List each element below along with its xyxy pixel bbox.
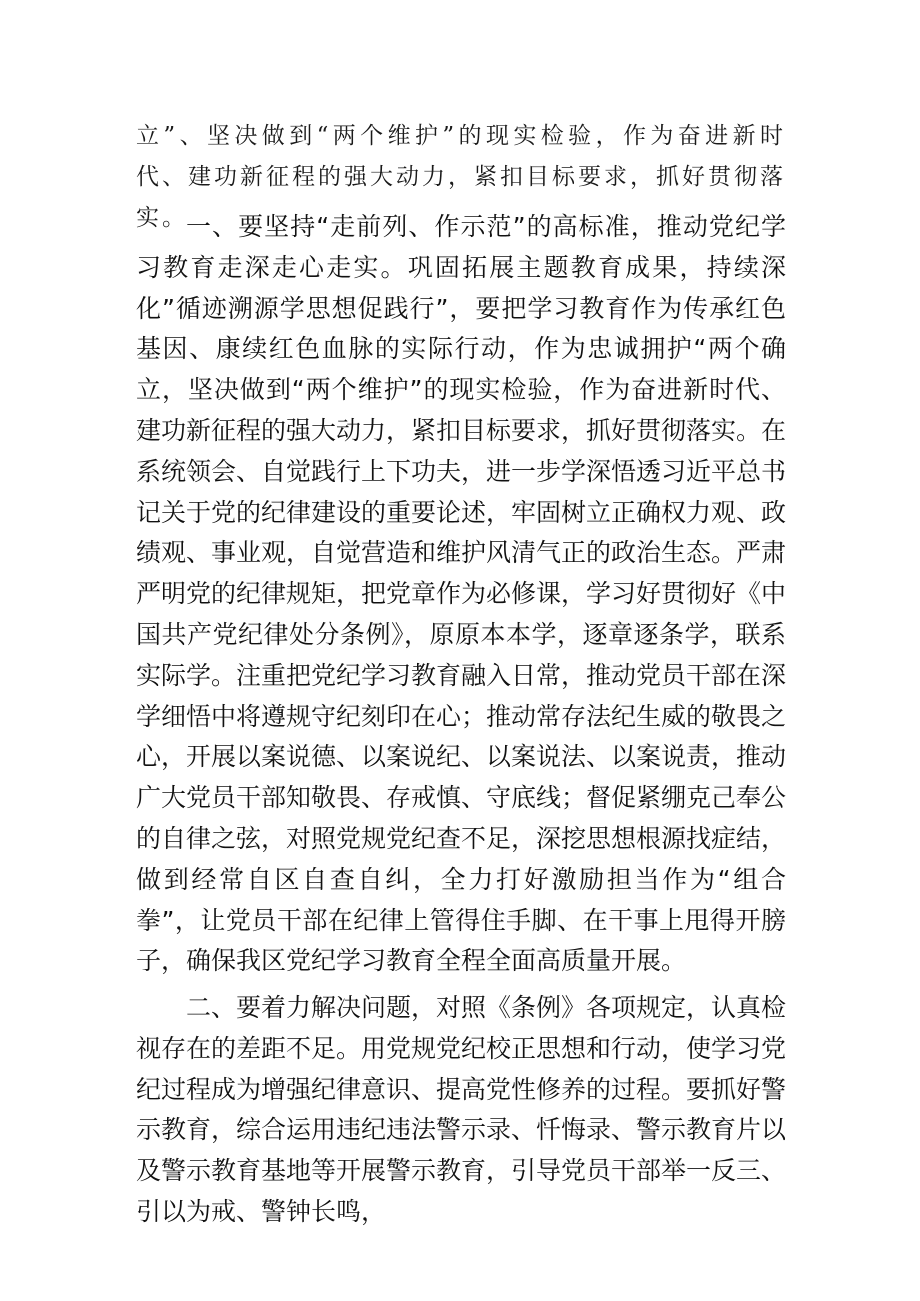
paragraph-section-one: 一、要坚持“走前列、作示范”的高标准，推动党纪学习教育走深走心走实。巩固拓展主题教育成果，持续深化”循迹溯源学思想促践行”，要把学习教育作为传承红色基因、康续红色血脉的实际行动，作为忠诚拥护“两个确立，坚决做到“两个维护”的现实检验，作为奋进新时代、建功新征程的强大动力，紧扣目标要求，抓好贯彻落实。在系统领会、自觉践行上下功夫，进一步学深悟透习近平总书记关于党的纪律建设的重要论述，牢固树立正确权力观、政绩观、事业观，自觉营造和维护风清气正的政治生态。严肃严明党的纪律规矩，把党章作为必修课，学习好贯彻好《中国共产党纪律处分条例》，原原本本学，逐章逐条学，联系实际学。注重把党纪学习教育融入日常，推动党员干部在深学细悟中将遵规守纪刻印在心；推动常存法纪生威的敬畏之心，开展以案说德、以案说纪、以案说法、以案说责，推动广大党员干部知敬畏、存戒慎、守底线；督促紧绷克己奉公的自律之弦，对照党规党纪查不足，深挖思想根源找症结，做到经常自区自查自纠，全力打好激励担当作为“组合拳”，让党员干部在纪律上管得住手脚、在干事上甩得开膀子，确保我区党纪学习教育全程全面高质量开展。 (136, 212, 787, 976)
intro-paragraph: 立”、坚决做到“两个维护”的现实检验，作为奋进新时代、建功新征程的强大动力，紧扣目标要求，抓好贯彻落实。 (136, 123, 786, 231)
paragraph-section-two: 二、要着力解决问题，对照《条例》各项规定，认真检视存在的差距不足。用党规党纪校正思想和行动，使学习党纪过程成为增强纪律意识、提高党性修养的过程。要抓好警示教育，综合运用违纪违法警示录、忏悔录、警示教育片以及警示教育基地等开展警示教育，引导党员干部举一反三、引以为戒、警钟长鸣， (136, 993, 787, 1226)
